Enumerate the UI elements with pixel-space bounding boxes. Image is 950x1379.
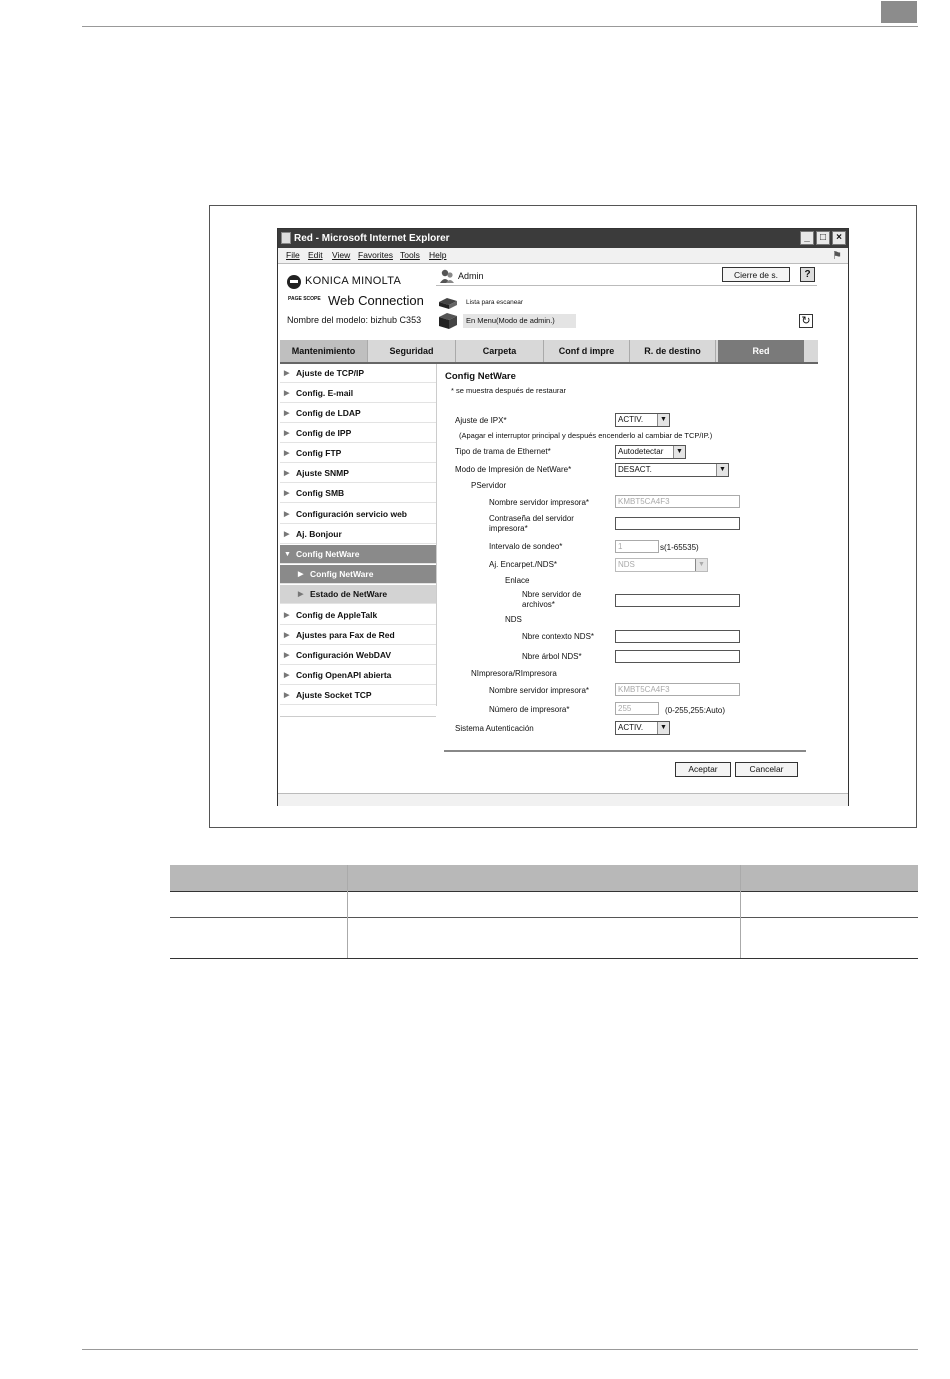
print-server-password-label: Contraseña del servidor impresora* [489, 514, 574, 533]
scanner-icon [437, 296, 459, 310]
model-name: Nombre del modelo: bizhub C353 [287, 315, 422, 325]
form-divider [444, 750, 806, 752]
file-server-input[interactable] [615, 594, 740, 607]
refresh-icon[interactable]: ↻ [799, 314, 813, 328]
menu-view[interactable]: View [332, 250, 351, 260]
sidebar-item-network-fax[interactable]: ▶ Ajustes para Fax de Red [280, 626, 436, 645]
arrow-right-icon: ▶ [284, 692, 290, 699]
nds-tree-label: Nbre árbol NDS* [522, 652, 582, 661]
ie-page-icon [281, 232, 291, 244]
ipx-hint: (Apagar el interruptor principal y después encenderlo al cambiar de TCP/IP.) [459, 431, 713, 440]
sidebar-item-bonjour[interactable]: ▶ Aj. Bonjour [280, 525, 436, 544]
sidebar-item-openapi[interactable]: ▶ Config OpenAPI abierta [280, 666, 436, 685]
ipx-select[interactable]: ACTIV. ▼ [615, 413, 670, 427]
arrow-right-icon: ▶ [284, 370, 290, 377]
print-mode-select[interactable]: DESACT. ▼ [615, 463, 729, 477]
minimize-icon[interactable]: _ [800, 231, 814, 245]
sidebar-item-smb[interactable]: ▶ Config SMB [280, 484, 436, 503]
logout-button[interactable]: Cierre de s. [722, 267, 790, 282]
chevron-down-icon: ▼ [695, 559, 707, 571]
sidebar-item-tcpip[interactable]: ▶ Ajuste de TCP/IP [280, 364, 436, 383]
arrow-down-icon: ▼ [284, 551, 291, 558]
menu-bar [278, 248, 848, 264]
restart-note: * se muestra después de restaurar [451, 386, 567, 395]
chevron-down-icon: ▼ [673, 446, 685, 458]
sidebar-item-ldap[interactable]: ▶ Config de LDAP [280, 404, 436, 423]
bindery-nds-select[interactable]: NDS ▼ [615, 558, 708, 572]
arrow-right-icon: ▶ [284, 410, 290, 417]
arrow-right-icon: ▶ [284, 531, 290, 538]
page-corner-tab [881, 1, 917, 23]
arrow-right-icon: ▶ [298, 571, 304, 578]
konica-minolta-logo-icon [287, 275, 301, 289]
menu-favorites[interactable]: Favorites [358, 250, 393, 260]
nds-context-label: Nbre contexto NDS* [522, 632, 595, 641]
auth-system-select[interactable]: ACTIV. ▼ [615, 721, 670, 735]
auth-system-label: Sistema Autenticación [455, 724, 534, 733]
arrow-right-icon: ▶ [284, 511, 290, 518]
print-server-name-label: Nombre servidor impresora* [489, 498, 590, 507]
polling-interval-label: Intervalo de sondeo* [489, 542, 563, 551]
sidebar-item-ftp[interactable]: ▶ Config FTP [280, 444, 436, 463]
sidebar-item-appletalk[interactable]: ▶ Config de AppleTalk [280, 606, 436, 625]
table-row [170, 917, 918, 959]
page-title: Config NetWare [445, 371, 516, 382]
ipx-label: Ajuste de IPX* [455, 416, 507, 425]
arrow-right-icon: ▶ [284, 632, 290, 639]
tab-mantenimiento[interactable]: Mantenimiento [280, 340, 368, 362]
print-server-password-input[interactable] [615, 517, 740, 530]
scan-list-link[interactable]: Lista para escanear [466, 299, 524, 306]
pserver-heading: PServidor [471, 481, 507, 490]
polling-interval-input[interactable]: 1 [615, 540, 659, 553]
arrow-right-icon: ▶ [284, 612, 290, 619]
printer-number-hint: (0-255,255:Auto) [665, 706, 726, 715]
ethernet-frame-label: Tipo de trama de Ethernet* [455, 447, 551, 456]
bottom-divider [82, 1349, 918, 1350]
header-divider [436, 285, 817, 286]
sidebar-item-snmp[interactable]: ▶ Ajuste SNMP [280, 464, 436, 483]
admin-mode-status: En Menu(Modo de admin.) [463, 314, 576, 328]
tab-seguridad[interactable]: Seguridad [368, 340, 456, 362]
menu-file[interactable]: File [286, 250, 300, 260]
pagescope-logo: PAGE SCOPE [288, 296, 321, 302]
arrow-right-icon: ▶ [284, 470, 290, 477]
tab-bar [280, 340, 818, 364]
accept-button[interactable]: Aceptar [675, 762, 731, 777]
nprinter-server-label: Nombre servidor impresora* [489, 686, 590, 695]
sidebar-item-webdav[interactable]: ▶ Configuración WebDAV [280, 646, 436, 665]
table-column-divider [347, 865, 348, 958]
enlace-heading: Enlace [505, 576, 530, 585]
window-title: Red - Microsoft Internet Explorer [294, 233, 450, 244]
sidebar-bottom-rule [280, 716, 436, 717]
admin-user-icon [439, 268, 455, 284]
brand-name: KONICA MINOLTA [305, 275, 402, 287]
polling-interval-unit: s(1-65535) [660, 543, 699, 552]
windows-logo-icon: ⚑ [832, 250, 842, 262]
close-icon[interactable]: × [832, 231, 846, 245]
tab-conf-impre[interactable]: Conf d impre [544, 340, 630, 362]
printer-number-label: Número de impresora* [489, 705, 570, 714]
top-divider [82, 26, 918, 27]
cancel-button[interactable]: Cancelar [735, 762, 798, 777]
bindery-nds-label: Aj. Encarpet./NDS* [489, 560, 558, 569]
sidebar-item-web-service[interactable]: ▶ Configuración servicio web [280, 505, 436, 524]
arrow-right-icon: ▶ [284, 652, 290, 659]
tab-carpeta[interactable]: Carpeta [456, 340, 544, 362]
nds-context-input[interactable] [615, 630, 740, 643]
file-server-label: Nbre servidor de archivos* [522, 590, 582, 609]
nds-heading: NDS [505, 615, 522, 624]
arrow-right-icon: ▶ [284, 390, 290, 397]
sidebar-item-tcp-socket[interactable]: ▶ Ajuste Socket TCP [280, 686, 436, 705]
sidebar-item-ipp[interactable]: ▶ Config de IPP [280, 424, 436, 443]
arrow-right-icon: ▶ [284, 490, 290, 497]
nprinter-heading: NImpresora/RImpresora [471, 669, 557, 678]
nprinter-server-input[interactable]: KMBT5CA4F3 [615, 683, 740, 696]
status-bar [278, 793, 848, 806]
chevron-down-icon: ▼ [657, 414, 669, 426]
sidebar-nav [280, 364, 437, 706]
arrow-right-icon: ▶ [298, 591, 304, 598]
menu-edit[interactable]: Edit [308, 250, 323, 260]
title-bar [278, 229, 848, 248]
admin-label: Admin [458, 271, 484, 281]
tab-red[interactable]: Red [718, 340, 804, 362]
arrow-right-icon: ▶ [284, 430, 290, 437]
sidebar-item-netware[interactable]: ▼ Config NetWare [280, 545, 436, 564]
sidebar-subitem-netware-status[interactable]: ▶ Estado de NetWare [280, 585, 436, 604]
nds-tree-input[interactable] [615, 650, 740, 663]
menu-help[interactable]: Help [429, 250, 447, 260]
sidebar-subitem-netware-config[interactable]: ▶ Config NetWare [280, 565, 436, 584]
table-column-divider [740, 865, 741, 958]
menu-tools[interactable]: Tools [400, 250, 420, 260]
device-icon [437, 312, 459, 330]
table-header-row [170, 865, 918, 892]
arrow-right-icon: ▶ [284, 450, 290, 457]
print-mode-label: Modo de Impresión de NetWare* [455, 465, 572, 474]
page-content [278, 264, 848, 805]
table-row [170, 891, 918, 918]
ethernet-frame-select[interactable]: Autodetectar ▼ [615, 445, 686, 459]
help-button[interactable]: ? [800, 267, 815, 282]
product-name: Web Connection [328, 293, 424, 308]
chevron-down-icon: ▼ [716, 464, 728, 476]
sidebar-item-email[interactable]: ▶ Config. E-mail [280, 384, 436, 403]
chevron-down-icon: ▼ [657, 722, 669, 734]
arrow-right-icon: ▶ [284, 672, 290, 679]
maximize-icon[interactable]: □ [816, 231, 830, 245]
browser-window [277, 228, 849, 806]
tab-destino[interactable]: R. de destino [630, 340, 716, 362]
printer-number-input[interactable]: 255 [615, 702, 659, 715]
print-server-name-input[interactable]: KMBT5CA4F3 [615, 495, 740, 508]
